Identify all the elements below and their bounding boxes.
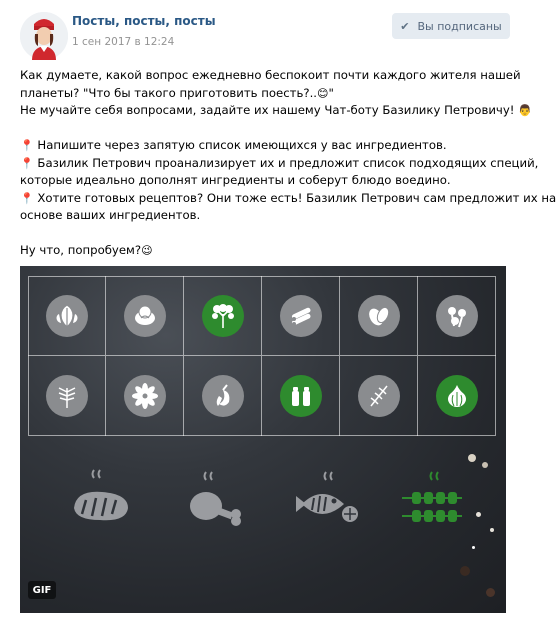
nutmeg-icon — [124, 295, 166, 337]
subscribed-button[interactable] — [392, 13, 510, 39]
cloves-icon — [436, 295, 478, 337]
pin-icon: 📍 — [20, 139, 34, 152]
star-anise-icon — [124, 375, 166, 417]
grid-cell — [28, 276, 106, 356]
subscribed-label: Вы подписаны — [417, 19, 502, 33]
shish-kebab-icon — [400, 466, 470, 536]
grid-cell — [106, 356, 184, 436]
grid-cell — [262, 356, 340, 436]
checkmark-icon: ✔ — [400, 19, 410, 33]
salt-pepper-shakers-icon — [280, 375, 322, 417]
fish-icon — [292, 466, 362, 536]
text-line — [20, 102, 532, 120]
rosemary-icon — [358, 375, 400, 417]
chef-face-icon: 👨 — [518, 104, 532, 117]
pepper-grain — [460, 566, 470, 576]
chicken-leg-icon — [182, 466, 252, 536]
ingredient-grid — [28, 276, 496, 436]
text-line: основе ваших ингредиентов. — [20, 208, 201, 222]
cinnamon-sticks-icon — [280, 295, 322, 337]
text-fragment: " — [328, 85, 334, 100]
blank-line — [20, 120, 510, 138]
text-fragment: Ну что, попробуем? — [20, 243, 142, 257]
grid-cell — [262, 276, 340, 356]
post-header — [20, 12, 510, 62]
winking-face-icon: 😉 — [141, 244, 153, 257]
text-line: которые идеально дополнят ингредиенты и соберут блюдо воедино. — [20, 173, 451, 187]
pin-icon: 📍 — [20, 156, 34, 170]
grid-cell — [418, 356, 496, 436]
list-item — [20, 155, 539, 173]
chili-pepper-icon — [202, 375, 244, 417]
text-fragment: планеты? "Что бы такого приготовить поесть?.. — [20, 85, 317, 100]
post-text — [20, 67, 556, 260]
dill-icon — [46, 375, 88, 417]
text-line — [20, 242, 510, 260]
cardamom-icon — [358, 295, 400, 337]
salt-grain — [490, 528, 494, 532]
text-fragment: Хотите готовых рецептов? Они тоже есть! Базилик Петрович сам предложит их на — [37, 190, 556, 205]
text-fragment: Базилик Петрович проанализирует их и предложит список подходящих специй, — [37, 155, 539, 170]
text-line — [20, 85, 510, 103]
gif-badge: GIF — [28, 581, 56, 599]
basil-leaves-icon — [46, 295, 88, 337]
text-line: Как думаете, какой вопрос ежедневно беспокоит почти каждого жителя нашей — [20, 68, 521, 82]
post-date[interactable]: 1 сен 2017 в 12:24 — [72, 36, 175, 48]
salt-grain — [472, 546, 475, 549]
smiling-face-icon: 😊 — [317, 86, 329, 100]
steak-icon — [68, 466, 138, 536]
stewardess-avatar-icon — [20, 12, 68, 60]
pepper-grain — [468, 454, 476, 462]
text-fragment: Не мучайте себя вопросами, задайте их нашему Чат-боту Базилику Петровичу! — [20, 103, 515, 117]
list-item — [20, 190, 556, 208]
parsley-icon — [202, 295, 244, 337]
pepper-grain — [482, 462, 488, 468]
blank-line — [20, 225, 510, 243]
grid-cell — [418, 276, 496, 356]
pin-icon: 📍 — [20, 191, 34, 205]
avatar[interactable] — [20, 12, 68, 60]
author-name[interactable]: Посты, посты, посты — [72, 14, 216, 28]
grid-cell — [340, 276, 418, 356]
salt-grain — [476, 512, 481, 517]
grid-cell — [106, 276, 184, 356]
grid-cell — [340, 356, 418, 436]
gif-attachment[interactable] — [20, 266, 506, 613]
list-item — [20, 137, 510, 155]
grid-cell — [28, 356, 106, 436]
text-fragment: Напишите через запятую список имеющихся у вас ингредиентов. — [37, 138, 447, 152]
pepper-grain — [486, 588, 495, 597]
grid-cell — [184, 276, 262, 356]
grid-cell — [184, 356, 262, 436]
garlic-icon — [436, 375, 478, 417]
